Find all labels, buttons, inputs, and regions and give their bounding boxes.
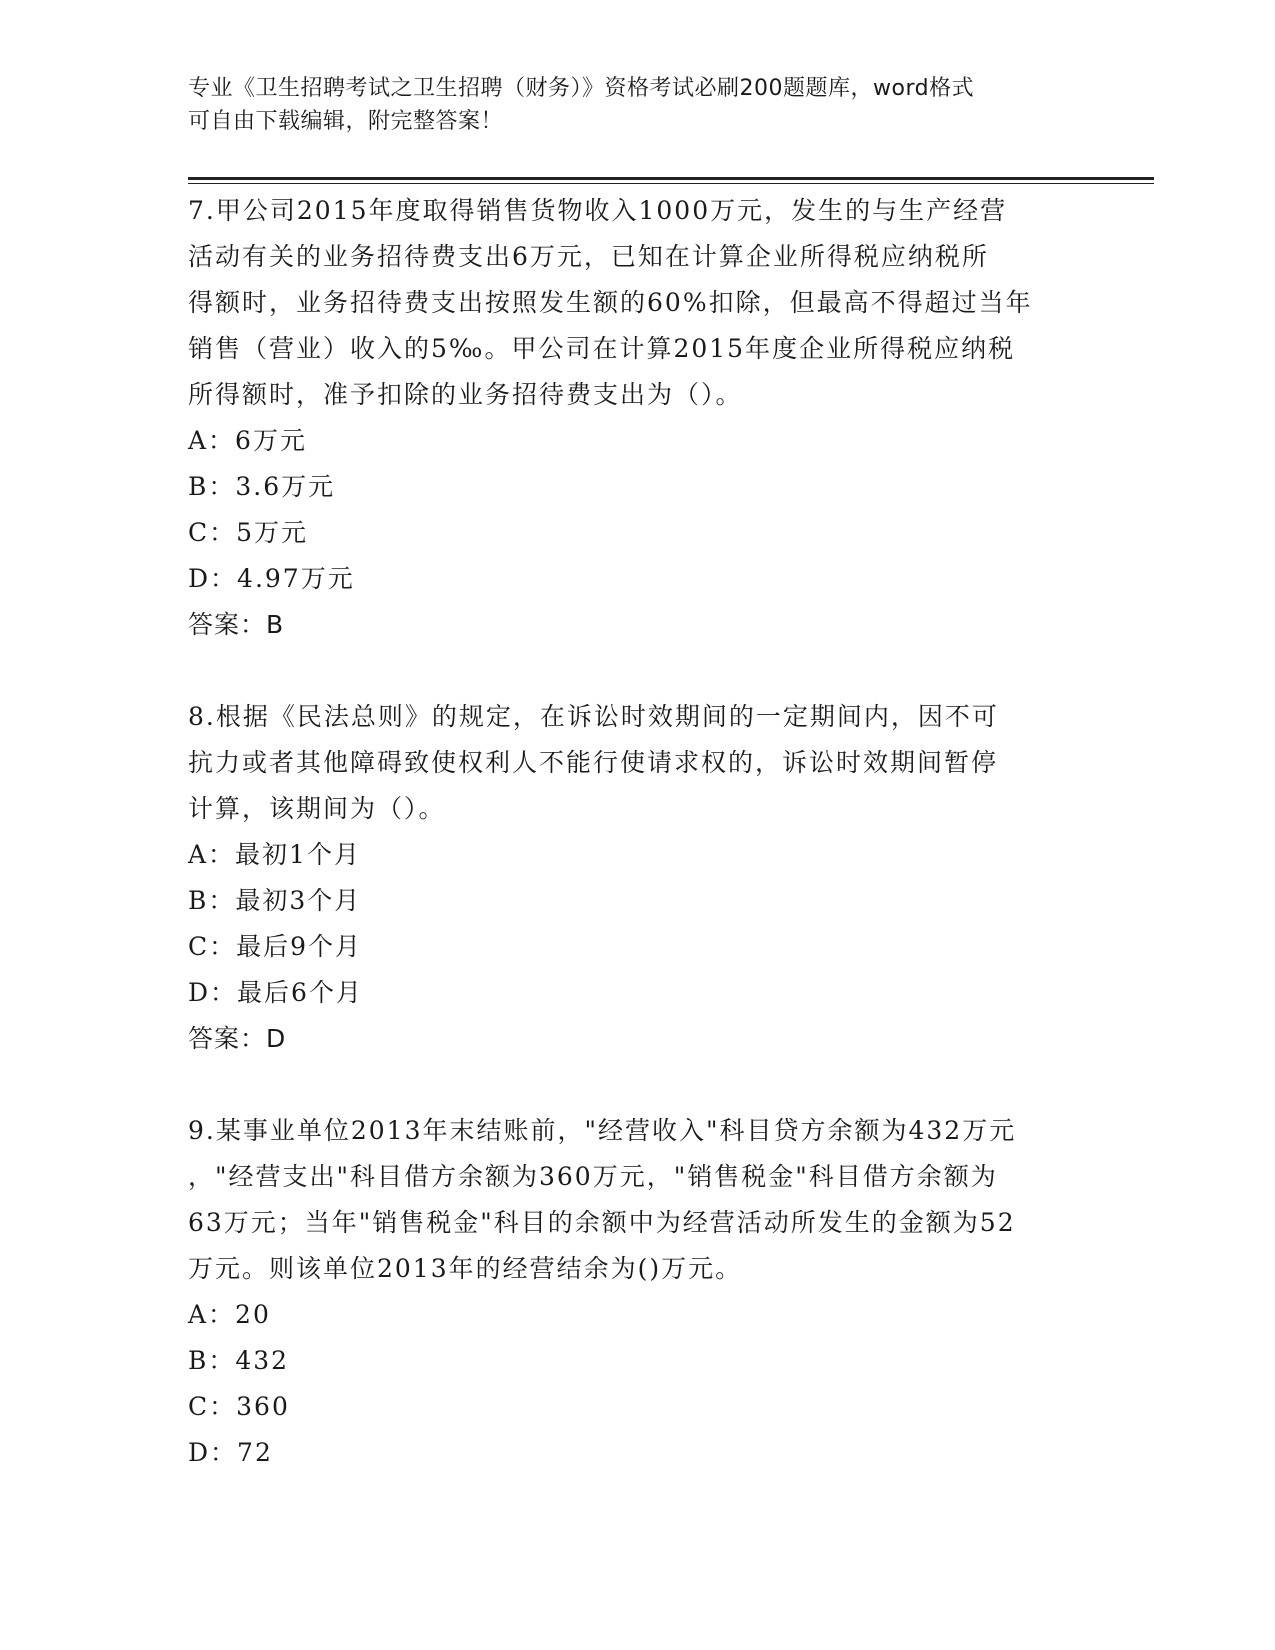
option-d: D：最后6个月: [188, 978, 363, 1007]
question-text: [188, 188, 1088, 418]
option-a: A：20: [188, 1300, 271, 1329]
question-line: 7.甲公司2015年度取得销售货物收入1000万元，发生的与生产经营: [188, 196, 1008, 225]
question-line: 活动有关的业务招待费支出6万元，已知在计算企业所得税应纳税所: [188, 242, 989, 271]
question-list: [188, 188, 1088, 1522]
header-divider-thin: [188, 183, 1154, 184]
option-b: B：最初3个月: [188, 886, 362, 915]
question-line: 63万元；当年"销售税金"科目的余额中为经营活动所发生的金额为52: [188, 1208, 1016, 1237]
option-c: C：5万元: [188, 518, 309, 547]
question-8: [188, 694, 1088, 1062]
question-line: 抗力或者其他障碍致使权利人不能行使请求权的，诉讼时效期间暂停: [188, 748, 999, 777]
question-line: 万元。则该单位2013年的经营结余为()万元。: [188, 1254, 743, 1283]
option-c: C：最后9个月: [188, 932, 363, 961]
answer-label: 答案：D: [188, 1024, 287, 1053]
document-header: [188, 72, 1088, 138]
option-a: A：最初1个月: [188, 840, 361, 869]
question-text: [188, 694, 1088, 832]
option-b: B：432: [188, 1346, 290, 1375]
option-a: A：6万元: [188, 426, 307, 455]
question-line: ，"经营支出"科目借方余额为360万元，"销售税金"科目借方余额为: [188, 1162, 998, 1191]
option-c: C：360: [188, 1392, 290, 1421]
question-line: 计算，该期间为（）。: [188, 794, 446, 823]
option-d: D：4.97万元: [188, 564, 355, 593]
option-d: D：72: [188, 1438, 273, 1467]
question-line: 所得额时，准予扣除的业务招待费支出为（）。: [188, 380, 743, 409]
question-line: 8.根据《民法总则》的规定，在诉讼时效期间的一定期间内，因不可: [188, 702, 999, 731]
header-divider-thick: [188, 177, 1154, 180]
question-line: 9.某事业单位2013年末结账前，"经营收入"科目贷方余额为432万元: [188, 1116, 1017, 1145]
header-line-2: 可自由下载编辑，附完整答案！: [188, 109, 504, 134]
question-9: [188, 1108, 1088, 1476]
question-line: 得额时，业务招待费支出按照发生额的60%扣除，但最高不得超过当年: [188, 288, 1033, 317]
question-7: [188, 188, 1088, 648]
header-line-1: 专业《卫生招聘考试之卫生招聘（财务）》资格考试必刷200题题库，word格式: [188, 76, 975, 101]
answer-label: 答案：B: [188, 610, 285, 639]
question-text: [188, 1108, 1088, 1292]
option-b: B：3.6万元: [188, 472, 336, 501]
question-line: 销售（营业）收入的5‰。甲公司在计算2015年度企业所得税应纳税: [188, 334, 1016, 363]
